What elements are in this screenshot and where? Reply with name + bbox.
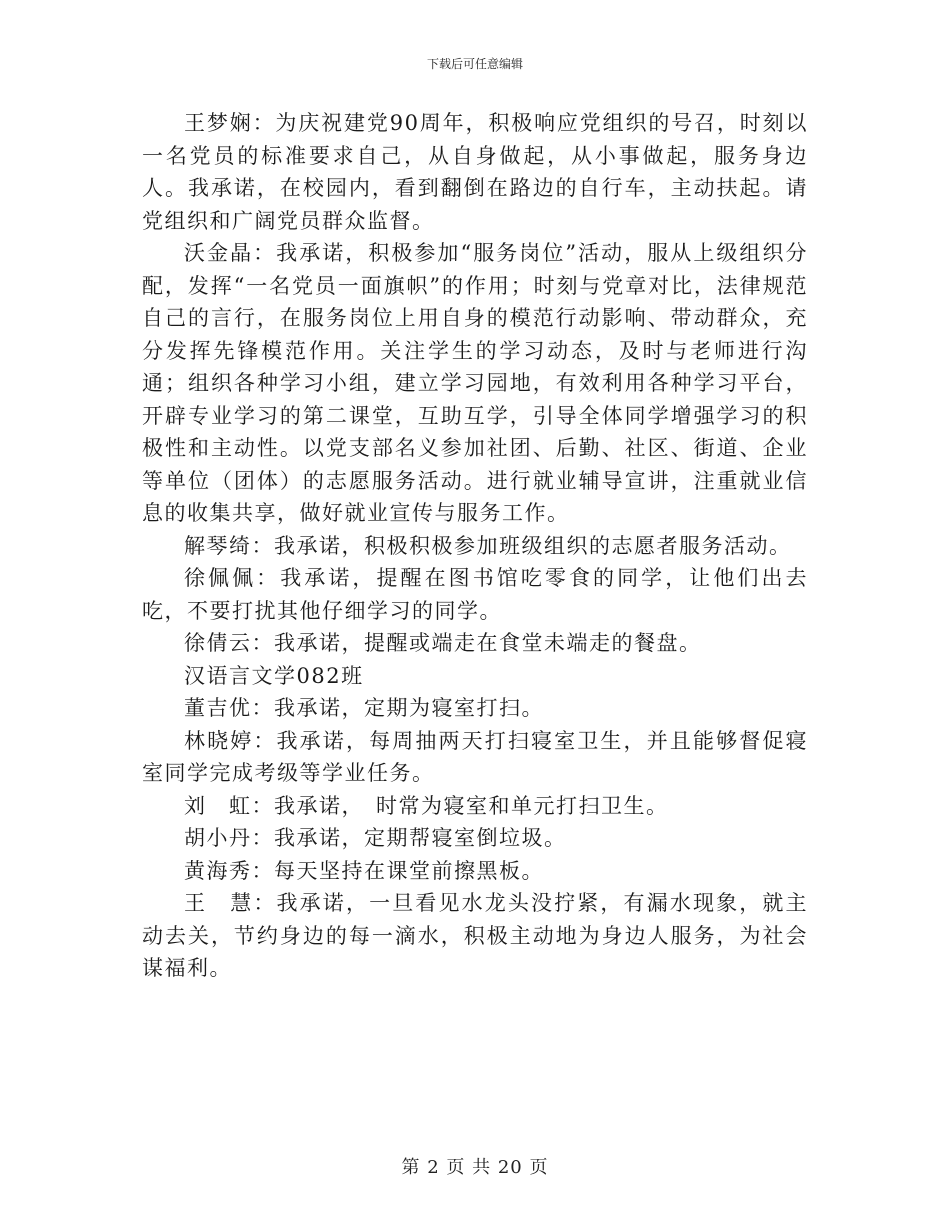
page-header: 下载后可任意编辑	[426, 57, 523, 71]
pledge-paragraph: 王梦娴：为庆祝建党90周年，积极响应党组织的号召，时刻以一名党员的标准要求自己，从自身做起，从小事做起，服务身边人。我承诺，在校园内，看到翻倒在路边的自行车，主动扶起。请党组织和广阔党员群众监督。	[142, 111, 808, 233]
pledge-paragraph: 沃金晶：我承诺，积极参加“服务岗位”活动，服从上级组织分配，发挥“一名党员一面旗帜”的作用；时刻与党章对比，法律规范自己的言行，在服务岗位上用自身的模范行动影响、带动群众，充分发挥先锋模范作用。关注学生的学习动态，及时与老师进行沟通；组织各种学习小组，建立学习园地，有效利用各种学习平台，开辟专业学习的第二课堂，互助互学，引导全体同学增强学习的积极性和主动性。以党支部名义参加社团、后勤、社区、街道、企业等单位（团体）的志愿服务活动。进行就业辅导宣讲，注重就业信息的收集共享，做好就业宣传与服务工作。	[142, 241, 808, 525]
pledge-paragraph: 胡小丹：我承诺，定期帮寝室倒垃圾。	[184, 826, 567, 850]
pledge-paragraph: 刘 虹：我承诺， 时常为寝室和单元打扫卫生。	[184, 793, 669, 818]
pledge-paragraph: 林晓婷：我承诺，每周抽两天打扫寝室卫生，并且能够督促寝室同学完成考级等学业任务。	[142, 728, 808, 785]
pledge-paragraph: 解琴绮：我承诺，积极积极参加班级组织的志愿者服务活动。	[184, 533, 792, 558]
pledge-paragraph: 王 慧：我承诺，一旦看见水龙头没拧紧，有漏水现象，就主动去关，节约身边的每一滴水，积极主动地为身边人服务，为社会谋福利。	[142, 891, 808, 980]
document-body	[142, 107, 808, 985]
pledge-paragraph: 徐倩云：我承诺，提醒或端走在食堂未端走的餐盘。	[184, 631, 702, 655]
pledge-paragraph: 徐佩佩：我承诺，提醒在图书馆吃零食的同学，让他们出去吃，不要打扰其他仔细学习的同学。	[142, 566, 808, 623]
class-heading: 汉语言文学082班	[184, 663, 364, 688]
page-number: 第 2 页 共 20 页	[401, 1157, 549, 1178]
pledge-paragraph: 黄海秀：每天坚持在课堂前擦黑板。	[184, 858, 544, 883]
pledge-paragraph: 董吉优：我承诺，定期为寝室打扫。	[184, 696, 544, 720]
